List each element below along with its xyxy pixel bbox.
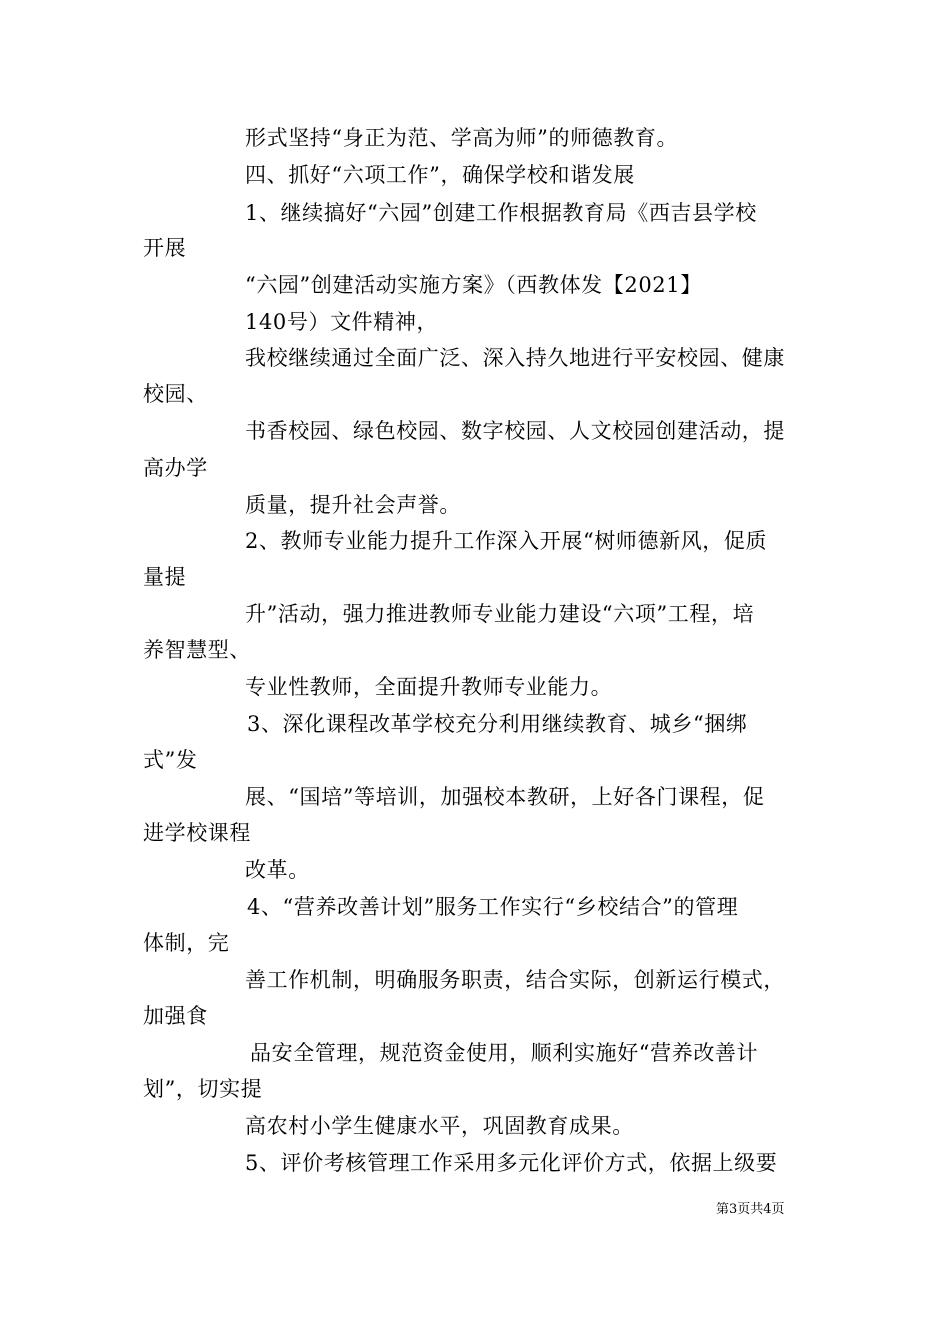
- text-line: 2、教师专业能力提升工作深入开展“树师德新风，促质: [245, 529, 768, 553]
- text-line: 养智慧型、: [143, 638, 251, 662]
- text-line: 专业性教师，全面提升教师专业能力。: [245, 675, 613, 699]
- text-line: 4、“营养改善计划”服务工作实行“乡校结合”的管理: [247, 895, 739, 919]
- text-line: 质量，提升社会声誉。: [245, 493, 461, 517]
- text-line: 升”活动，强力推进教师专业能力建设“六项”工程，培: [245, 602, 755, 626]
- text-line: 体制，完: [143, 931, 230, 955]
- text-line: 改革。: [245, 858, 310, 882]
- text-line: 140号）文件精神，: [245, 310, 439, 334]
- text-line: 开展: [143, 236, 187, 260]
- text-line: 形式坚持“身正为范、学高为师”的师德教育。: [245, 126, 679, 150]
- text-line: 书香校园、绿色校园、数字校园、人文校园创建活动，提: [245, 419, 785, 443]
- text-line: 5、评价考核管理工作采用多元化评价方式，依据上级要: [245, 1151, 778, 1175]
- text-line: 加强食: [143, 1004, 208, 1028]
- text-line: 3、深化课程改革学校充分利用继续教育、城乡“捆绑: [247, 712, 748, 736]
- text-line: 进学校课程: [143, 821, 251, 845]
- text-line: 高办学: [143, 456, 208, 480]
- text-line: 量提: [143, 565, 187, 589]
- text-line: 展、“国培”等培训，加强校本教研，上好各门课程，促: [245, 785, 765, 809]
- text-line: “六园”创建活动实施方案》（西教体发【2021】: [245, 273, 702, 297]
- text-line: 划”，切实提: [143, 1077, 263, 1101]
- text-line: 善工作机制，明确服务职责，结合实际，创新运行模式，: [245, 968, 785, 992]
- text-line: 高农村小学生健康水平，巩固教育成果。: [245, 1114, 634, 1138]
- text-line: 1、继续搞好“六园”创建工作根据教育局《西吉县学校: [245, 201, 757, 225]
- text-line: 校园、: [143, 382, 208, 406]
- page-number: 第3页共4页: [716, 1202, 785, 1217]
- text-line: 我校继续通过全面广泛、深入持久地进行平安校园、健康: [245, 346, 785, 370]
- text-line: 品安全管理，规范资金使用，顺利实施好“营养改善计: [250, 1041, 759, 1065]
- section-heading: 四、抓好“六项工作”，确保学校和谐发展: [245, 163, 635, 187]
- text-line: 式”发: [143, 748, 198, 772]
